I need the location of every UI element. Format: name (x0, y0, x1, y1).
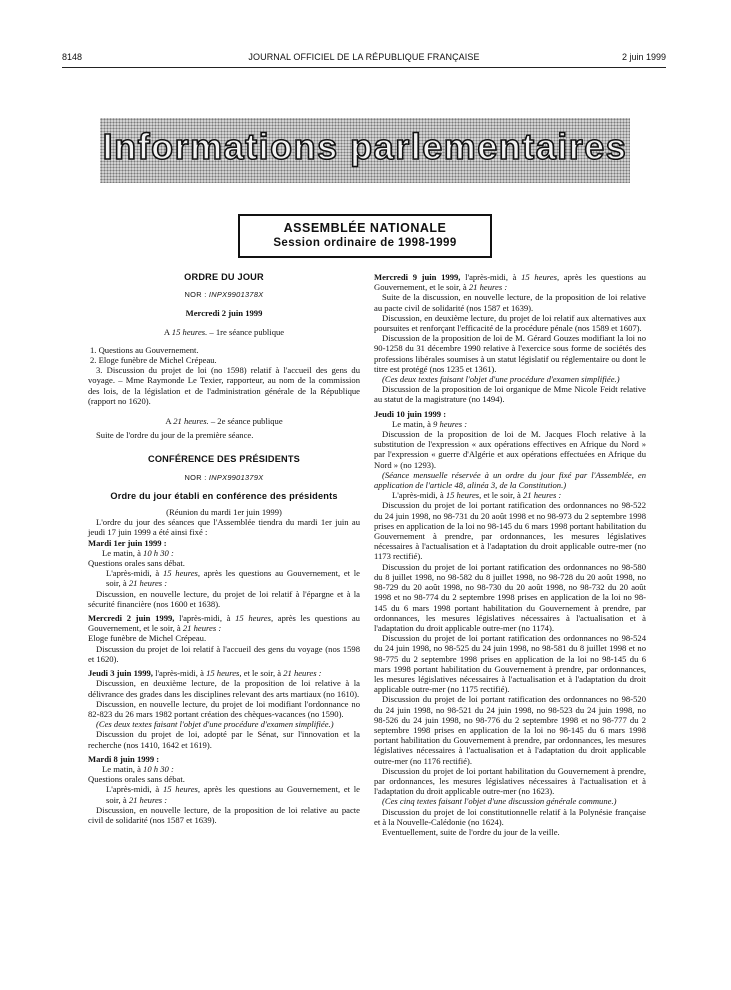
agenda-text: Discussion du projet de loi constitutionnelle relatif à la Polynésie française et à la Nouvelle-Calédonie (no 1624). (374, 806, 646, 827)
agenda-text: Discussion de la proposition de loi de M. Jacques Floch relative à la substitution de l'expression « aux opérations effectives en Afrique du Nord » par l'expression « guerre d'Algérie et aux opérations effectuées en Afrique du Nord » (no 1293). (374, 429, 646, 470)
agenda-item-3: 3. Discussion du projet de loi (no 1598) relatif à l'accueil des gens du voyage. – Mme Raymonde Le Texier, rapporteur, au nom de la commission des lois, de la législation et de l'administration générale de la République (rapport no 1620). (88, 365, 360, 406)
agenda-text: Discussion, en nouvelle lecture, du projet de loi modifiant l'ordonnance no 82-823 du 26 mars 1982 portant création des chèques-vacances (no 1590). (88, 698, 360, 719)
intro-text: L'ordre du jour des séances que l'Assemblée tiendra du mardi 1er juin au jeudi 17 juin 1999 a été ainsi fixé : (88, 517, 360, 538)
agenda-text: Discussion du projet de loi relatif à l'accueil des gens du voyage (nos 1598 et 1620). (88, 643, 360, 664)
conf-nor: NOR : INPX9901379X (184, 472, 264, 482)
agenda-text: Eloge funèbre de Michel Crépeau. (88, 633, 207, 644)
agenda-item-1: 1. Questions au Gouvernement. (90, 344, 199, 355)
day-heading: Jeudi 10 juin 1999 : (374, 408, 447, 419)
session-1: A 15 heures. – 1re séance publique (163, 326, 285, 337)
day-heading: Mardi 1er juin 1999 : (88, 537, 167, 548)
agenda-text: Eventuellement, suite de l'ordre du jour de la veille. (382, 826, 560, 837)
agenda-text: Questions orales sans débat. (88, 558, 185, 569)
session-line: Le matin, à 9 heures : (392, 418, 468, 429)
assembly-name: ASSEMBLÉE NATIONALE (283, 221, 447, 235)
day-entry: Jeudi 3 juin 1999, l'après-midi, à 15 heures, et le soir, à 21 heures : (88, 668, 322, 679)
procedure-note: (Ces deux textes faisant l'objet d'une procédure d'examen simplifiée.) (96, 719, 334, 730)
day-entry: Mercredi 9 juin 1999, l'après-midi, à 15 heures, après les questions au Gouvernement, et le soir, à 21 heures : (374, 272, 646, 293)
assembly-box (238, 214, 492, 258)
agenda-text: Discussion de la proposition de loi organique de Mme Nicole Feidt relative au statut de la magistrature (no 1494). (374, 384, 646, 405)
agenda-text: Discussion du projet de loi portant ratification des ordonnances no 98-580 du 8 juillet 1998, no 98-582 du 8 juillet 1998, no 98-728 du 20 août 1998, no 98-729 du 20 août 1998, no 98-730 du 20 août 1998, no 98-732 du 20 août 1998 et no 98-774 du 2 septembre 1998 prises en application de la loi no 98-145 du 6 mars 1998 portant habilitation du Gouvernement à prendre, par ordonnances, les mesures législatives nécessaires à l'actualisation et à l'adaptation du droit applicable outre-mer (no 1174). (374, 561, 646, 633)
day-entry: Mercredi 2 juin 1999, l'après-midi, à 15 heures, après les questions au Gouvernement, et le soir, à 21 heures : (88, 613, 360, 634)
banner-title: Informations parlementaires (102, 126, 628, 167)
agenda-text: Discussion du projet de loi, adopté par le Sénat, sur l'innovation et la recherche (nos 1410, 1642 et 1619). (88, 729, 360, 750)
session-line: Le matin, à 10 h 30 : (102, 547, 174, 558)
agenda-text: Questions orales sans débat. (88, 774, 185, 785)
journal-title: JOURNAL OFFICIEL DE LA RÉPUBLIQUE FRANÇAISE (248, 52, 480, 62)
page-number: 8148 (62, 52, 83, 62)
running-header (62, 52, 666, 66)
agenda-text: Discussion du projet de loi portant habilitation du Gouvernement à prendre, par ordonnances, les mesures législatives nécessaires à l'actualisation et à l'adaptation du droit applicable outre-mer (no 1623). (374, 765, 646, 797)
conf-subtitle: Ordre du jour établi en conférence des présidents (110, 490, 338, 501)
agenda-text: Discussion, en nouvelle lecture, de la proposition de loi relative au pacte civil de solidarité (nos 1587 et 1639). (88, 804, 360, 825)
agenda-text: Discussion de la proposition de loi de M. Gérard Gouzes modifiant la loi no 90-1258 du 31 décembre 1990 relative à l'exercice sous forme de sociétés des professions libérales soumises à un statut législatif ou réglementaire ou dont le titre est protégé (nos 1235 et 1361). (374, 333, 646, 374)
session-2-text: Suite de l'ordre du jour de la première séance. (96, 430, 254, 441)
left-column (88, 272, 360, 825)
odj-title: ORDRE DU JOUR (184, 272, 264, 282)
agenda-text: Suite de la discussion, en nouvelle lecture, de la proposition de loi relative au pacte civil de solidarité (nos 1587 et 1639). (374, 292, 646, 313)
agenda-text: Discussion du projet de loi portant ratification des ordonnances no 98-520 du 24 juin 1998, no 98-521 du 24 juin 1998, no 98-523 du 24 juin 1998, no 98-526 du 24 juin 1998, no 98-776 du 2 septembre 1998 et no 98-777 du 2 septembre 1998 prises en application de la loi no 98-145 du 6 mars 1998 portant habilitation du Gouvernement à prendre, par ordonnances, les mesures législatives nécessaires à l'actualisation et à l'adaptation du droit applicable outre-mer (no 1176 rectifié). (374, 694, 646, 766)
issue-date: 2 juin 1999 (621, 52, 666, 62)
day-heading: Mardi 8 juin 1999 : (88, 753, 160, 764)
meeting-date: (Réunion du mardi 1er juin 1999) (166, 507, 282, 518)
agenda-text: Discussion du projet de loi portant ratification des ordonnances no 98-524 du 24 juin 1998, no 98-525 du 24 juin 1998, no 98-581 du 8 juillet 1998 et no 98-775 du 2 septembre 1998 prises en application de la loi no 98-145 du 6 mars 1998 portant habilitation du Gouvernement à prendre, par ordonnances, les mesures législatives nécessaires à l'actualisation et à l'adaptation du droit applicable outre-mer (no 1175 rectifié). (374, 633, 646, 695)
conf-title: CONFÉRENCE DES PRÉSIDENTS (147, 454, 301, 465)
agenda-text: Discussion, en nouvelle lecture, du projet de loi relatif à l'épargne et à la sécurité financière (nos 1600 et 1638). (88, 588, 360, 609)
odj-nor: NOR : INPX9901378X (184, 290, 264, 300)
procedure-note: (Ces deux textes faisant l'objet d'une procédure d'examen simplifiée.) (382, 374, 620, 385)
agenda-text: Discussion, en deuxième lecture, du projet de loi relatif aux alternatives aux poursuites et renforçant l'efficacité de la procédure pénale (nos 1589 et 1607). (374, 312, 646, 334)
procedure-note: (Ces cinq textes faisant l'objet d'une discussion générale commune.) (382, 796, 617, 807)
section-banner (100, 118, 630, 183)
agenda-item-2: 2. Eloge funèbre de Michel Crépeau. (90, 355, 217, 366)
agenda-text: Discussion, en deuxième lecture, de la proposition de loi relative à la délivrance des grades dans les disciplines relevant des arts martiaux (no 1610). (88, 678, 360, 699)
session-line: Le matin, à 10 h 30 : (102, 763, 174, 774)
session-line: L'après-midi, à 15 heures, après les questions au Gouvernement, et le soir, à 21 heures : (106, 784, 360, 805)
session-name: Session ordinaire de 1998-1999 (273, 237, 457, 249)
agenda-text: Discussion du projet de loi portant ratification des ordonnances no 98-522 du 24 juin 1998, no 98-731 du 20 août 1998 et no 98-973 du 2 septembre 1998 prises en application de la loi no 98-145 du 6 mars 1998 portant habilitation du Gouvernement à prendre, par ordonnances, les mesures législatives nécessaires à l'actualisation et à l'adaptation du droit applicable outre-mer (no 1173 rectifié). (374, 500, 646, 562)
session-note: (Séance mensuelle réservée à un ordre du jour fixé par l'Assemblée, en application de l'article 48, alinéa 3, de la Constitution.) (374, 469, 646, 491)
session-line: L'après-midi, à 15 heures, après les questions au Gouvernement, et le soir, à 21 heures : (106, 568, 360, 589)
session-line: L'après-midi, à 15 heures, et le soir, à 21 heures : (392, 490, 562, 501)
right-column (374, 272, 646, 837)
header-rule (62, 67, 666, 68)
session-2: A 21 heures. – 2e séance publique (165, 416, 283, 427)
odj-date: Mercredi 2 juin 1999 (185, 308, 263, 319)
